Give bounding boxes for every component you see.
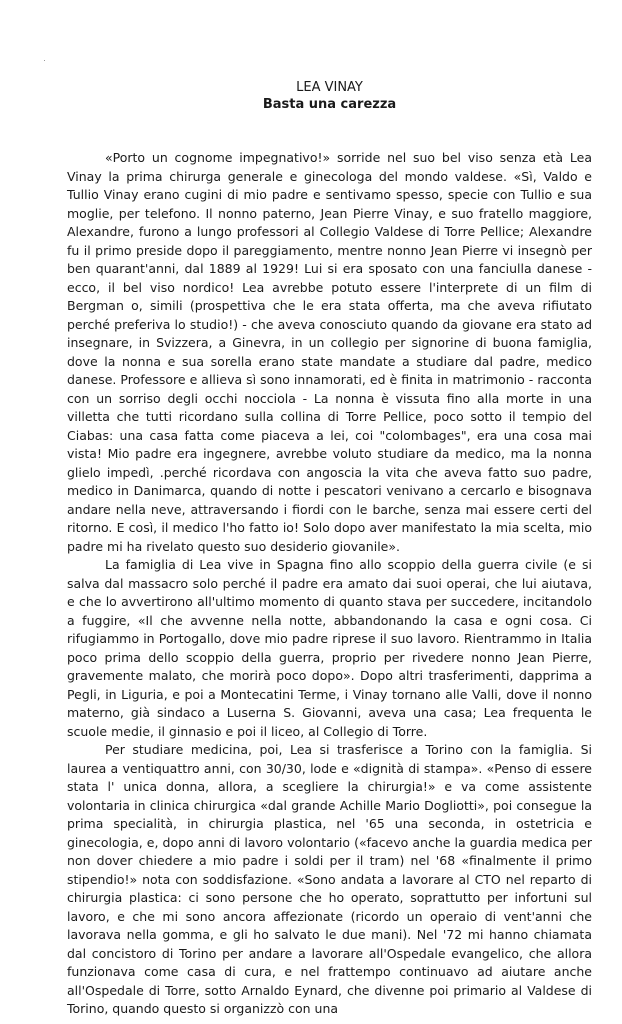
- article-author: LEA VINAY: [296, 80, 363, 95]
- paragraph-1: «Porto un cognome impegnativo!» sorride nel suo bel viso senza età Lea Vinay la prima chirurga generale e ginecologa del mondo valdese. «Sì, Valdo e Tullio Vinay erano cugini di mio padre e sentivamo spesso, specie con Tullio e sua moglie, per telefono. Il nonno paterno, Jean Pierre Vinay, e suo fratello maggiore, Alexandre, furono a lungo professori al Collegio Valdese di Torre Pellice; Alexandre fu il primo preside dopo il pareggiamento, mentre nonno Jean Pierre vi insegnò per ben quarant'anni, dal 1889 al 1929! Lui si era sposato con una fanciulla danese - ecco, il bel viso nordico! Lea avrebbe potuto essere l'interprete di un film di Bergman o, simili (prospettiva che le era stata offerta, ma che aveva rifiutato perché preferiva lo studio!) - che aveva conosciuto quando da giovane era stato ad insegnare, in Svizzera, a Ginevra, in un collegio per signorine di buona famiglia, dove la nonna e sua sorella erano state mandate a studiare dal padre, medico danese. Professore e allieva sì sono innamorati, ed è finita in matrimonio - racconta con un sorriso degli occhi nocciola - La nonna è vissuta fino alla morte in una villetta che tutti ricordano sulla collina di Torre Pellice, poco sotto il tempio del Ciabas: una casa fatta come piaceva a lei, coi "colombages", era una cosa mai vista! Mio padre era ingegnere, avrebbe voluto studiare da medico, ma la nonna glielo impedì, .perché ricordava con angoscia la vita che aveva fatto suo padre, medico in Danimarca, quando di notte i pescatori venivano a cercarlo e bisognava andare nella neve, attraversando i fiordi con le barche, senza mai essere certi del ritorno. E così, il medico l'ho fatto io! Solo dopo aver manifestato la mia scelta, mio padre mi ha rivelato questo suo desiderio giovanile».: [67, 150, 592, 554]
- paragraph-3: Per studiare medicina, poi, Lea si trasferisce a Torino con la famiglia. Si laurea a ventiquattro anni, con 30/30, lode e «dignità di stampa». «Penso di essere stata l' unica donna, allora, a scegliere la chirurgia!» e va come assistente volontaria in clinica chirurgica «dal grande Achille Mario Dogliotti», poi consegue la prima specialità, in chirurgia plastica, nel '65 una seconda, in ostetricia e ginecologia, e, dopo anni di lavoro volontario («facevo anche la guardia medica per non dover chiedere a mio padre i soldi per il tram) nel '68 «finalmente il primo stipendio!» nota con soddisfazione. «Sono andata a lavorare al CTO nel reparto di chirurgia plastica: ci sono persone che ho operato, soprattutto per infortuni sul lavoro, e che mi sono ancora affezionate (ricordo un operaio di vent'anni che lavorava nella gomma, e gli ho salvato le due mani). Nel '72 mi hanno chiamata dal concistoro di Torino per andare a lavorare all'Ospedale evangelico, che allora funzionava come casa di cura, e nel frattempo continuavo ad aiutare anche all'Ospedale di Torre, sotto Arnaldo Eynard, che divenne poi primario al Valdese di Torino, quando questo si organizzò con una: [67, 742, 592, 1016]
- article-title: Basta una carezza: [262, 97, 397, 112]
- scan-speck: [44, 60, 45, 61]
- paragraph-2: La famiglia di Lea vive in Spagna fino allo scoppio della guerra civile (e si salva dal massacro solo perché il padre era amato dai suoi operai, che lui aiutava, e che lo avvertirono all'ultimo momento di quanto stava per succedere, incitandolo a fuggire, «Il che avvenne nella notte, abbandonando la casa e ogni cosa. Ci rifugiammo in Portogallo, dove mio padre riprese il suo lavoro. Rientrammo in Italia poco prima dello scoppio della guerra, proprio per rivedere nonno Jean Pierre, gravemente malato, che morirà poco dopo». Dopo altri trasferimenti, dapprima a Pegli, in Liguria, e poi a Montecatini Terme, i Vinay tornano alle Valli, dove il nonno materno, già sindaco a Luserna S. Giovanni, aveva una casa; Lea frequenta le scuole medie, il ginnasio e poi il liceo, al Collegio di Torre.: [67, 557, 592, 739]
